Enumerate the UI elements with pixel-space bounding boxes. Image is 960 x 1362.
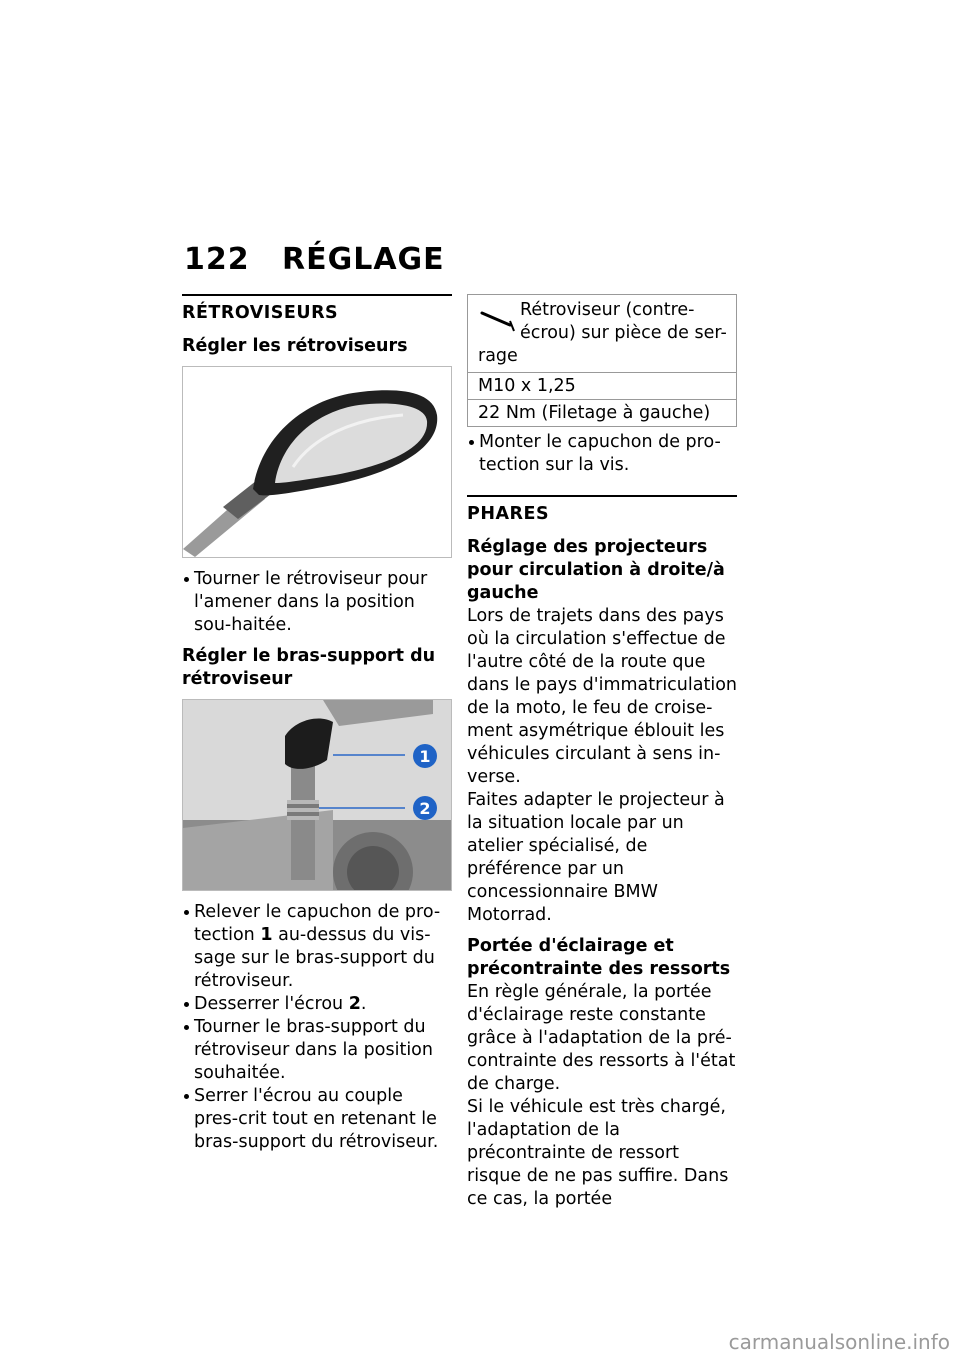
section-divider bbox=[182, 294, 452, 296]
torque-thread: M10 x 1,25 bbox=[468, 372, 736, 399]
page-number: 122 bbox=[184, 242, 250, 277]
bullets-mount-cap bbox=[467, 431, 737, 477]
section-title-headlights: PHARES bbox=[467, 504, 550, 524]
wrench-icon bbox=[480, 309, 520, 333]
list-item: Monter le capuchon de pro-tection sur la vis. bbox=[467, 431, 737, 477]
torque-label-rest: écrou) sur pièce de ser-rage bbox=[478, 323, 727, 366]
bullets-adjust-arm bbox=[182, 901, 452, 1154]
list-item: Serrer l'écrou au couple pres-crit tout en retenant le bras-support du rétroviseur. bbox=[182, 1085, 452, 1154]
mirror-arm-illustration bbox=[183, 700, 451, 890]
section-divider bbox=[467, 495, 737, 497]
paragraph: Si le véhicule est très chargé, l'adaptation de la précontrainte de ressort risque de ne pas suffire. Dans ce cas, la portée bbox=[467, 1097, 729, 1209]
torque-label-row bbox=[468, 295, 736, 372]
subhead-adjust-arm: Régler le bras-support du rétroviseur bbox=[182, 646, 436, 689]
paragraph: En règle générale, la portée d'éclairage reste constante grâce à l'adaptation de la pré-contrainte des ressorts à l'état de charge. bbox=[467, 982, 736, 1094]
mirror-image bbox=[182, 366, 452, 558]
left-column bbox=[182, 294, 452, 1162]
right-column bbox=[467, 294, 737, 1211]
torque-value: 22 Nm (Filetage à gauche) bbox=[468, 399, 736, 426]
list-item: Desserrer l'écrou 2. bbox=[182, 993, 452, 1016]
bullets-adjust-mirrors bbox=[182, 568, 452, 637]
page-header bbox=[184, 242, 445, 277]
watermark: carmanualsonline.info bbox=[728, 1330, 950, 1354]
paragraph: Lors de trajets dans des pays où la circulation s'effectue de l'autre côté de la route que dans le pays d'immatriculation de la moto, le feu de croise-ment asymétrique éblouit les véhicules circulant à sens in-verse. bbox=[467, 606, 738, 787]
mirror-arm-image bbox=[182, 699, 452, 891]
chapter-title: RÉGLAGE bbox=[282, 242, 445, 277]
section-title-mirrors: RÉTROVISEURS bbox=[182, 303, 339, 323]
list-item: Tourner le bras-support du rétroviseur dans la position souhaitée. bbox=[182, 1016, 452, 1085]
subhead-headlight-traffic: Réglage des projecteurs pour circulation à droite/à gauche bbox=[467, 537, 725, 603]
mirror-illustration bbox=[183, 367, 451, 557]
torque-label-line1: Rétroviseur (contre- bbox=[520, 300, 695, 320]
list-item: Tourner le rétroviseur pour l'amener dans la position sou-haitée. bbox=[182, 568, 452, 637]
subhead-headlight-range: Portée d'éclairage et précontrainte des ressorts bbox=[467, 936, 731, 979]
torque-spec-table bbox=[467, 294, 737, 427]
list-item: Relever le capuchon de pro-tection 1 au-dessus du vis-sage sur le bras-support du rétroviseur. bbox=[182, 901, 452, 993]
callout-2-label: 2 bbox=[419, 799, 431, 818]
callout-1-label: 1 bbox=[419, 747, 431, 766]
subhead-adjust-mirrors: Régler les rétroviseurs bbox=[182, 336, 408, 356]
paragraph: Faites adapter le projecteur à la situation locale par un atelier spécialisé, de préférence par un concessionnaire BMW Motorrad. bbox=[467, 790, 725, 925]
